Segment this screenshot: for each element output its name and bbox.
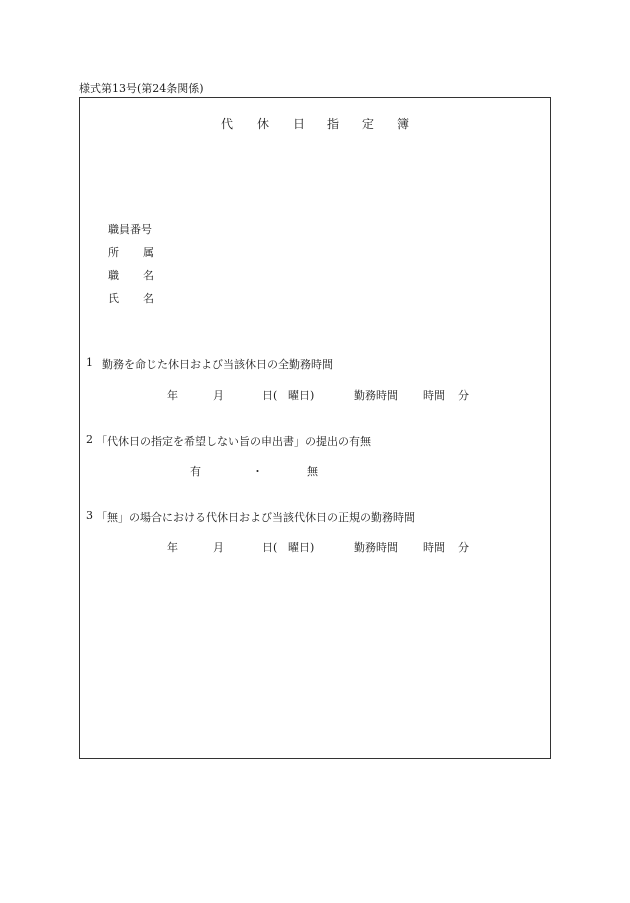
name-label [108, 290, 168, 304]
title-char: 休 [257, 117, 270, 131]
section3-work-hours: 勤務時間 [354, 541, 398, 554]
document-title [0, 115, 630, 131]
section1-weekday: 曜日) [288, 389, 315, 402]
department-char: 属 [143, 246, 154, 259]
section1-heading: 勤務を命じた休日および当該休日の全勤務時間 [102, 358, 333, 371]
title-char: 日 [293, 117, 306, 131]
section3-year: 年 [167, 541, 178, 554]
section1-month: 月 [213, 389, 224, 402]
section3-hours: 時間 [423, 541, 445, 554]
form-box [79, 97, 551, 759]
section2-yes: 有 [190, 465, 201, 478]
section2-no: 無 [307, 465, 318, 478]
form-label: 様式第13号(第24条関係) [79, 82, 204, 95]
position-char: 名 [143, 269, 154, 282]
section3-day: 日( [262, 541, 278, 554]
employee-number-label: 職員番号 [108, 223, 152, 236]
section3-number: 3 [86, 509, 93, 522]
section1-day: 日( [262, 389, 278, 402]
department-label [108, 244, 168, 258]
title-char: 簿 [397, 117, 410, 131]
section1-number: 1 [86, 356, 93, 369]
title-char: 定 [362, 117, 375, 131]
section3-weekday: 曜日) [288, 541, 315, 554]
section2-heading: 「代休日の指定を希望しない旨の申出書」の提出の有無 [96, 435, 371, 448]
section2-separator: ・ [252, 465, 263, 478]
section3-month: 月 [213, 541, 224, 554]
section1-year: 年 [167, 389, 178, 402]
name-char: 名 [143, 292, 154, 305]
section3-heading: 「無」の場合における代休日および当該代休日の正規の勤務時間 [96, 511, 415, 524]
section1-hours: 時間 [423, 389, 445, 402]
position-label [108, 267, 168, 281]
section1-minutes: 分 [458, 389, 469, 402]
section1-work-hours: 勤務時間 [354, 389, 398, 402]
name-char: 氏 [108, 292, 119, 305]
section3-minutes: 分 [458, 541, 469, 554]
title-char: 指 [327, 117, 340, 131]
department-char: 所 [108, 246, 119, 259]
position-char: 職 [108, 269, 119, 282]
title-char: 代 [221, 117, 234, 131]
section2-number: 2 [86, 433, 93, 446]
